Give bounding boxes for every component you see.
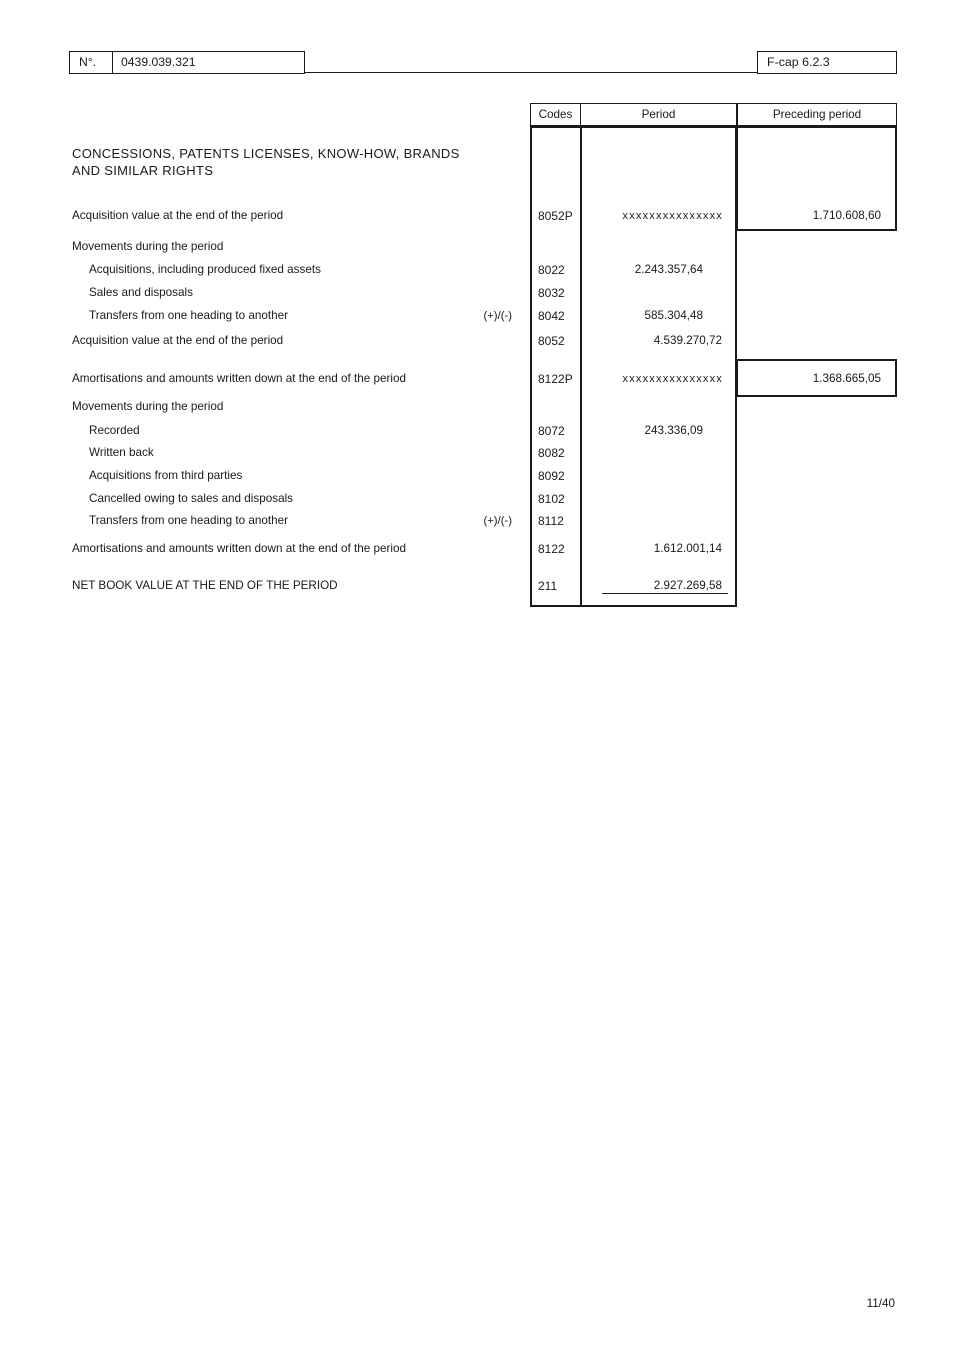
row-code: 211 [538,579,558,593]
row-code: 8122 [538,542,565,556]
company-number-label: N°. [79,55,97,69]
company-number-box [112,51,305,74]
company-number-label-box [69,51,113,74]
table-row [0,398,965,416]
table-row [0,422,965,440]
table-row [0,444,965,462]
codes-period-table-frame [530,126,737,607]
row-label: Amortisations and amounts written down at the end of the period [72,372,406,385]
row-preceding-value: 1.710.608,60 [812,209,881,222]
row-sign: (+)/(-) [483,310,512,322]
period-header-label: Period [641,108,676,121]
row-label: Cancelled owing to sales and disposals [89,492,294,505]
table-row [0,238,965,256]
row-period-value: xxxxxxxxxxxxxxx [622,373,723,385]
row-code: 8032 [538,286,565,300]
row-period-value: xxxxxxxxxxxxxxx [622,210,723,222]
header-rule [305,72,757,73]
table-row [0,284,965,302]
section-title [72,145,460,179]
row-period-value: 2.927.269,58 [602,577,728,594]
codes-period-divider [580,128,582,605]
table-row [0,540,965,558]
preceding-period-header-label: Preceding period [772,108,862,121]
row-period-value: 1.612.001,14 [653,542,722,555]
section-title-line2: AND SIMILAR RIGHTS [72,163,214,178]
row-label: Movements during the period [72,240,224,253]
row-sign: (+)/(-) [483,515,512,527]
table-row [0,512,965,530]
row-code: 8112 [538,514,564,528]
table-row [0,577,965,595]
row-period-value: 585.304,48 [644,309,703,322]
section-title-line1: CONCESSIONS, PATENTS LICENSES, KNOW-HOW, BRANDS [72,146,460,161]
table-row [0,370,965,388]
row-code: 8102 [538,492,565,506]
row-code: 8092 [538,469,565,483]
form-code-box [757,51,897,74]
row-code: 8122P [538,372,573,386]
table-row [0,332,965,350]
company-number-value: 0439.039.321 [121,55,196,69]
row-label: Acquisitions from third parties [89,469,243,482]
row-label: Transfers from one heading to another [89,309,289,322]
column-header-preceding-period [737,103,897,126]
row-code: 8042 [538,309,565,323]
row-label: NET BOOK VALUE AT THE END OF THE PERIOD [72,579,338,592]
row-code: 8082 [538,446,565,460]
row-label: Acquisition value at the end of the period [72,209,284,222]
row-period-value: 4.539.270,72 [653,334,722,347]
row-label: Recorded [89,424,140,437]
table-row [0,467,965,485]
row-period-value: 2.243.357,64 [634,263,703,276]
row-preceding-value: 1.368.665,05 [812,372,881,385]
row-code: 8052P [538,209,573,223]
table-row [0,207,965,225]
table-row [0,490,965,508]
table-row [0,307,965,325]
column-header-codes [530,103,581,126]
row-label: Sales and disposals [89,286,193,299]
row-period-value: 243.336,09 [644,424,703,437]
page-number: 11/40 [866,1297,895,1310]
row-code: 8052 [538,334,565,348]
row-code: 8022 [538,263,565,277]
form-code-value: F-cap 6.2.3 [767,55,830,69]
row-label: Amortisations and amounts written down at the end of the period [72,542,406,555]
column-header-period [580,103,737,126]
row-code: 8072 [538,424,565,438]
row-label: Transfers from one heading to another [89,514,289,527]
row-label: Written back [89,446,154,459]
table-row [0,261,965,279]
row-label: Acquisitions, including produced fixed assets [89,263,321,276]
row-label: Acquisition value at the end of the period [72,334,284,347]
row-label: Movements during the period [72,400,224,413]
codes-header-label: Codes [538,108,573,121]
